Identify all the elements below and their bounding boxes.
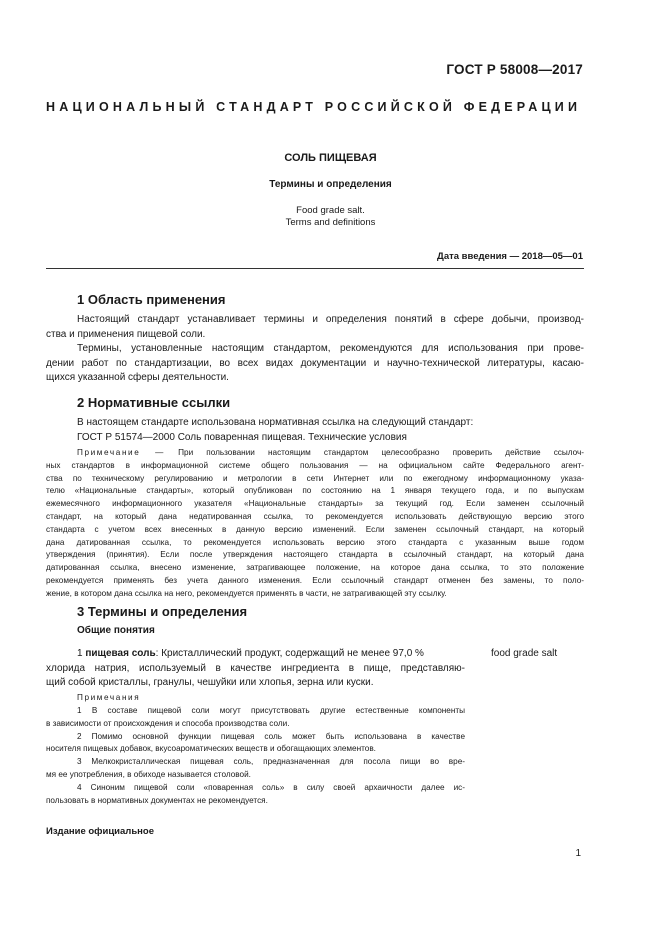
note-line: рекомендуется применять без учета данного изменения. Если ссылочный стандарт отменен без замены, то поло- xyxy=(46,576,584,585)
gost-code: ГОСТ Р 58008—2017 xyxy=(446,62,583,77)
section1-line: дении работ по стандартизации, во всех видах документации и научно-технической литературы, касаю- xyxy=(46,357,584,369)
section1-line: щихся указанной сферы деятельности. xyxy=(46,372,229,383)
national-standard-banner: НАЦИОНАЛЬНЫЙ СТАНДАРТ РОССИЙСКОЙ ФЕДЕРАЦИИ xyxy=(46,100,582,114)
note-line: телю «Национальные стандарты», который опубликован по состоянию на 1 января текущего года, и по выпускам xyxy=(46,486,584,496)
section1-heading: 1 Область применения xyxy=(77,292,226,307)
term-definition-start: : Кристаллический продукт, содержащий не менее 97,0 % xyxy=(155,648,424,659)
term-number: 1 xyxy=(77,648,83,659)
section2-line: В настоящем стандарте использована нормативная ссылка на следующий стандарт: xyxy=(77,417,474,428)
term-note-line: носителя пищевых добавок, вкусоароматических веществ и обогащающих элементов. xyxy=(46,744,376,754)
term-name: пищевая соль xyxy=(85,648,156,659)
note-line: ных стандартов в информационной системе общего пользования — на официальном сайте Федерального агент- xyxy=(46,460,584,470)
term-english-equivalent: food grade salt xyxy=(491,648,558,659)
note-line: жение, в котором дана ссылка на него, рекомендуется применять в части, не затрагивающей эту ссылку. xyxy=(46,588,447,598)
term-definition-line: щий собой кристаллы, гранулы, чешуйки или хлопья, зерна или куски. xyxy=(46,677,374,688)
official-edition-label: Издание официальное xyxy=(46,826,154,837)
section1-line: Настоящий стандарт устанавливает термины и определения понятий в сфере добычи, производ- xyxy=(77,314,584,325)
introduction-date: Дата введения — 2018—05—01 xyxy=(437,251,583,262)
term-note-line: мя ее употребления, в обиходе называется столовой. xyxy=(46,770,251,779)
note-line: утверждения (принятия). Если после утверждения настоящего стандарта в ссылочный стандарт, на который дана xyxy=(46,550,584,560)
term-note-line: в зависимости от происхождения и способа производства соли. xyxy=(46,718,290,728)
reference-gost: ГОСТ Р 51574—2000 Соль поваренная пищевая. Технические условия xyxy=(77,431,407,443)
note-line: ежемесячного информационного указателя «Национальные стандарты» за текущий год. Если заменен ссылочный xyxy=(46,499,584,509)
note-line: ства по техническому регулированию и метрологии в сети Интернет или по ежегодному информационному указа- xyxy=(46,473,584,483)
document-title: СОЛЬ ПИЩЕВАЯ xyxy=(284,152,377,164)
term-note-line: пользовать в нормативных документах не рекомендуется. xyxy=(46,795,268,805)
english-title-line2: Terms and definitions xyxy=(285,217,376,228)
note-line: стандарта с учетом всех внесенных в данную версию изменений. Если заменен ссылочный стандарт, на который xyxy=(46,524,584,534)
term-note-line: 4 Синоним пищевой соли «поваренная соль» в силу своей архаичности далее ис- xyxy=(77,782,465,792)
note-first-line xyxy=(77,447,584,460)
term-note-line: 3 Мелкокристаллическая пищевая соль, предназначенная для посола пищи во вре- xyxy=(77,757,465,767)
section1-line: ства и применения пищевой соли. xyxy=(46,328,206,340)
term-entry-first-line xyxy=(77,647,424,662)
section3-subheading: Общие понятия xyxy=(77,625,155,636)
section1-line: Термины, установленные настоящим стандартом, рекомендуются для использования при прове- xyxy=(77,343,584,354)
term-definition-line: хлорида натрия, используемый в качестве ингредиента в пище, представляю- xyxy=(46,662,465,674)
header-divider xyxy=(46,268,584,269)
notes-label: Примечания xyxy=(77,693,141,702)
english-title-line1: Food grade salt. xyxy=(296,205,365,216)
term-note-line: 1 В составе пищевой соли могут присутствовать другие естественные компоненты xyxy=(77,706,465,715)
section3-heading: 3 Термины и определения xyxy=(77,604,248,619)
document-subtitle: Термины и определения xyxy=(269,179,392,190)
note-label: Примечание — xyxy=(77,448,165,457)
note-line: стандарт, на который дана недатированная ссылка, то рекомендуется использовать действующую версию этого xyxy=(46,512,584,521)
page-number: 1 xyxy=(575,848,581,859)
note-line: дана датированная ссылка, то рекомендуется использовать версию этого стандарта с указанным выше годом xyxy=(46,537,584,547)
section2-heading: 2 Нормативные ссылки xyxy=(77,395,231,410)
note-first-text: При пользовании настоящим стандартом целесообразно проверить действие ссылоч- xyxy=(178,448,584,457)
term-note-line: 2 Помимо основной функции пищевая соль может быть использована в качестве xyxy=(77,731,465,741)
note-line: датированная ссылка, внесено изменение, затрагивающее положение, на которое дана ссылка, то это положение xyxy=(46,563,584,573)
